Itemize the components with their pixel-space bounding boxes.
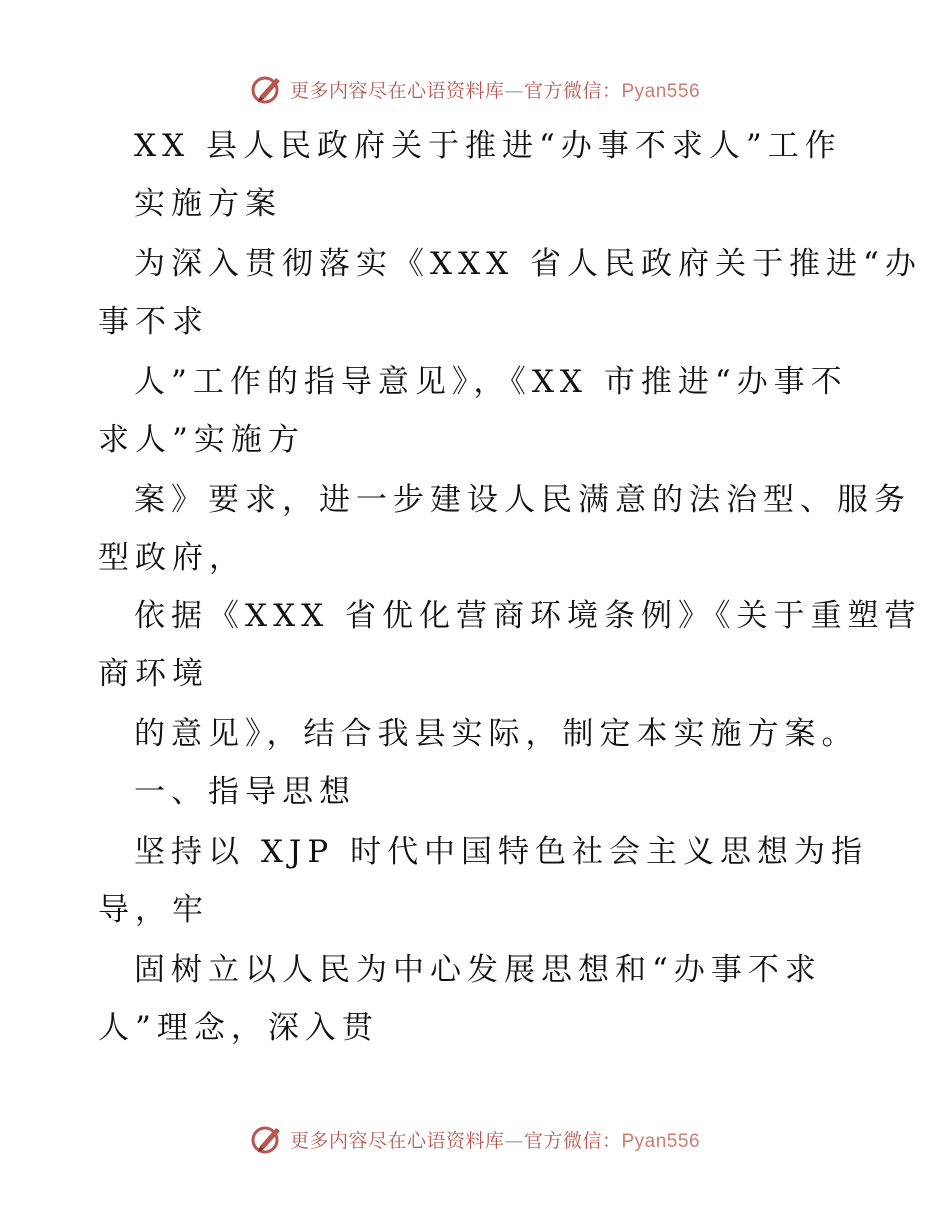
paragraph-line: 为深入贯彻落实《XXX 省人民政府关于推进“办	[134, 246, 922, 282]
paragraph-line: 人”工作的指导意见》，《XX 市推进“办事不	[134, 364, 848, 400]
paragraph-line: 人”理念，深入贯	[98, 1010, 379, 1046]
document-title-line-2: 实施方案	[134, 186, 282, 222]
watermark-handle: Pyan556	[621, 1130, 701, 1152]
paragraph-line: 坚持以 XJP 时代中国特色社会主义思想为指	[134, 834, 869, 870]
section-heading: 一、指导思想	[134, 774, 356, 810]
pen-circle-logo-icon	[250, 72, 284, 106]
footer-watermark	[0, 1122, 950, 1156]
pen-circle-logo-icon	[250, 1122, 284, 1156]
paragraph-line: 固树立以人民为中心发展思想和“办事不求	[134, 952, 822, 988]
watermark-handle: Pyan556	[621, 80, 701, 102]
watermark-text: 更多内容尽在心语资料库—官方微信：Pyan556	[289, 1129, 701, 1152]
paragraph-line: 求人”实施方	[98, 422, 305, 458]
paragraph-line: 型政府，	[98, 540, 246, 576]
document-title-line-1: XX 县人民政府关于推进“办事不求人”工作	[134, 128, 842, 164]
paragraph-line: 商环境	[98, 656, 209, 692]
watermark-text: 更多内容尽在心语资料库—官方微信：Pyan556	[289, 79, 701, 102]
paragraph-line: 案》要求，进一步建设人民满意的法治型、服务	[134, 482, 911, 518]
header-watermark	[0, 72, 950, 106]
paragraph-line: 导，牢	[98, 892, 209, 928]
paragraph-line: 事不求	[98, 304, 209, 340]
paragraph-line: 依据《XXX 省优化营商环境条例》《关于重塑营	[134, 598, 922, 634]
paragraph-line: 的意见》，结合我县实际，制定本实施方案。	[134, 716, 859, 752]
